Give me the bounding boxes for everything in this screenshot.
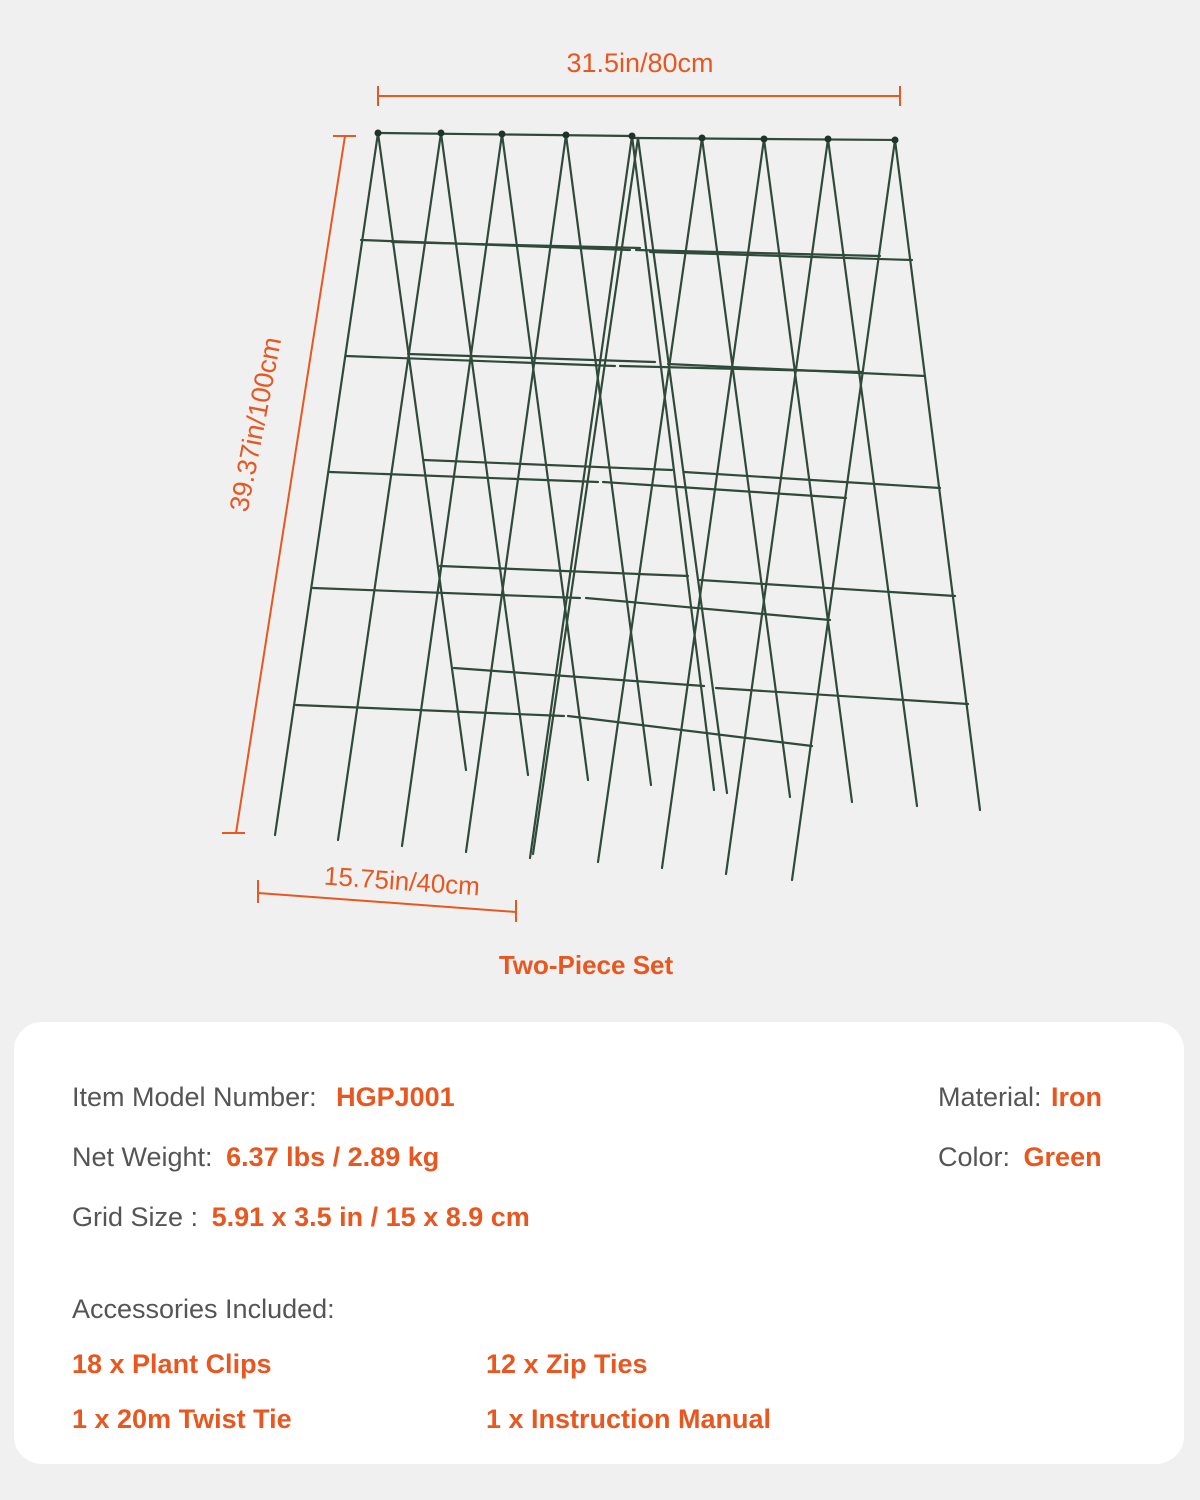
- material-value: Iron: [1051, 1082, 1103, 1112]
- set-title: Two-Piece Set: [498, 950, 674, 980]
- accessory-item: 1 x Instruction Manual: [486, 1404, 772, 1434]
- net-weight-value: 6.37 lbs / 2.89 kg: [226, 1142, 440, 1172]
- grid-size-label: Grid Size :: [72, 1202, 199, 1232]
- material-label: Material:: [938, 1082, 1042, 1112]
- height-dimension-label: 39.37in/100cm: [223, 334, 288, 515]
- spec-card: [14, 1022, 1184, 1464]
- width-dimension-line: [378, 86, 900, 106]
- width-dimension-label: 31.5in/80cm: [566, 48, 714, 78]
- material-row: [938, 1082, 1102, 1113]
- color-value: Green: [1023, 1142, 1102, 1172]
- model-number-label: Item Model Number:: [72, 1082, 317, 1112]
- net-weight-row: [72, 1142, 439, 1173]
- depth-dimension-label: 15.75in/40cm: [323, 860, 481, 902]
- color-row: [938, 1142, 1102, 1173]
- model-number-row: [72, 1082, 455, 1113]
- accessory-item: 18 x Plant Clips: [72, 1349, 272, 1379]
- model-number-value: HGPJ001: [336, 1082, 455, 1112]
- grid-size-row: [72, 1202, 530, 1233]
- accessory-item: 1 x 20m Twist Tie: [72, 1404, 292, 1434]
- accessories-heading: Accessories Included:: [72, 1294, 335, 1324]
- accessory-item: 12 x Zip Ties: [486, 1349, 648, 1379]
- color-label: Color:: [938, 1142, 1011, 1172]
- trellis-wires: [275, 133, 980, 880]
- grid-size-value: 5.91 x 3.5 in / 15 x 8.9 cm: [211, 1202, 530, 1232]
- net-weight-label: Net Weight:: [72, 1142, 213, 1172]
